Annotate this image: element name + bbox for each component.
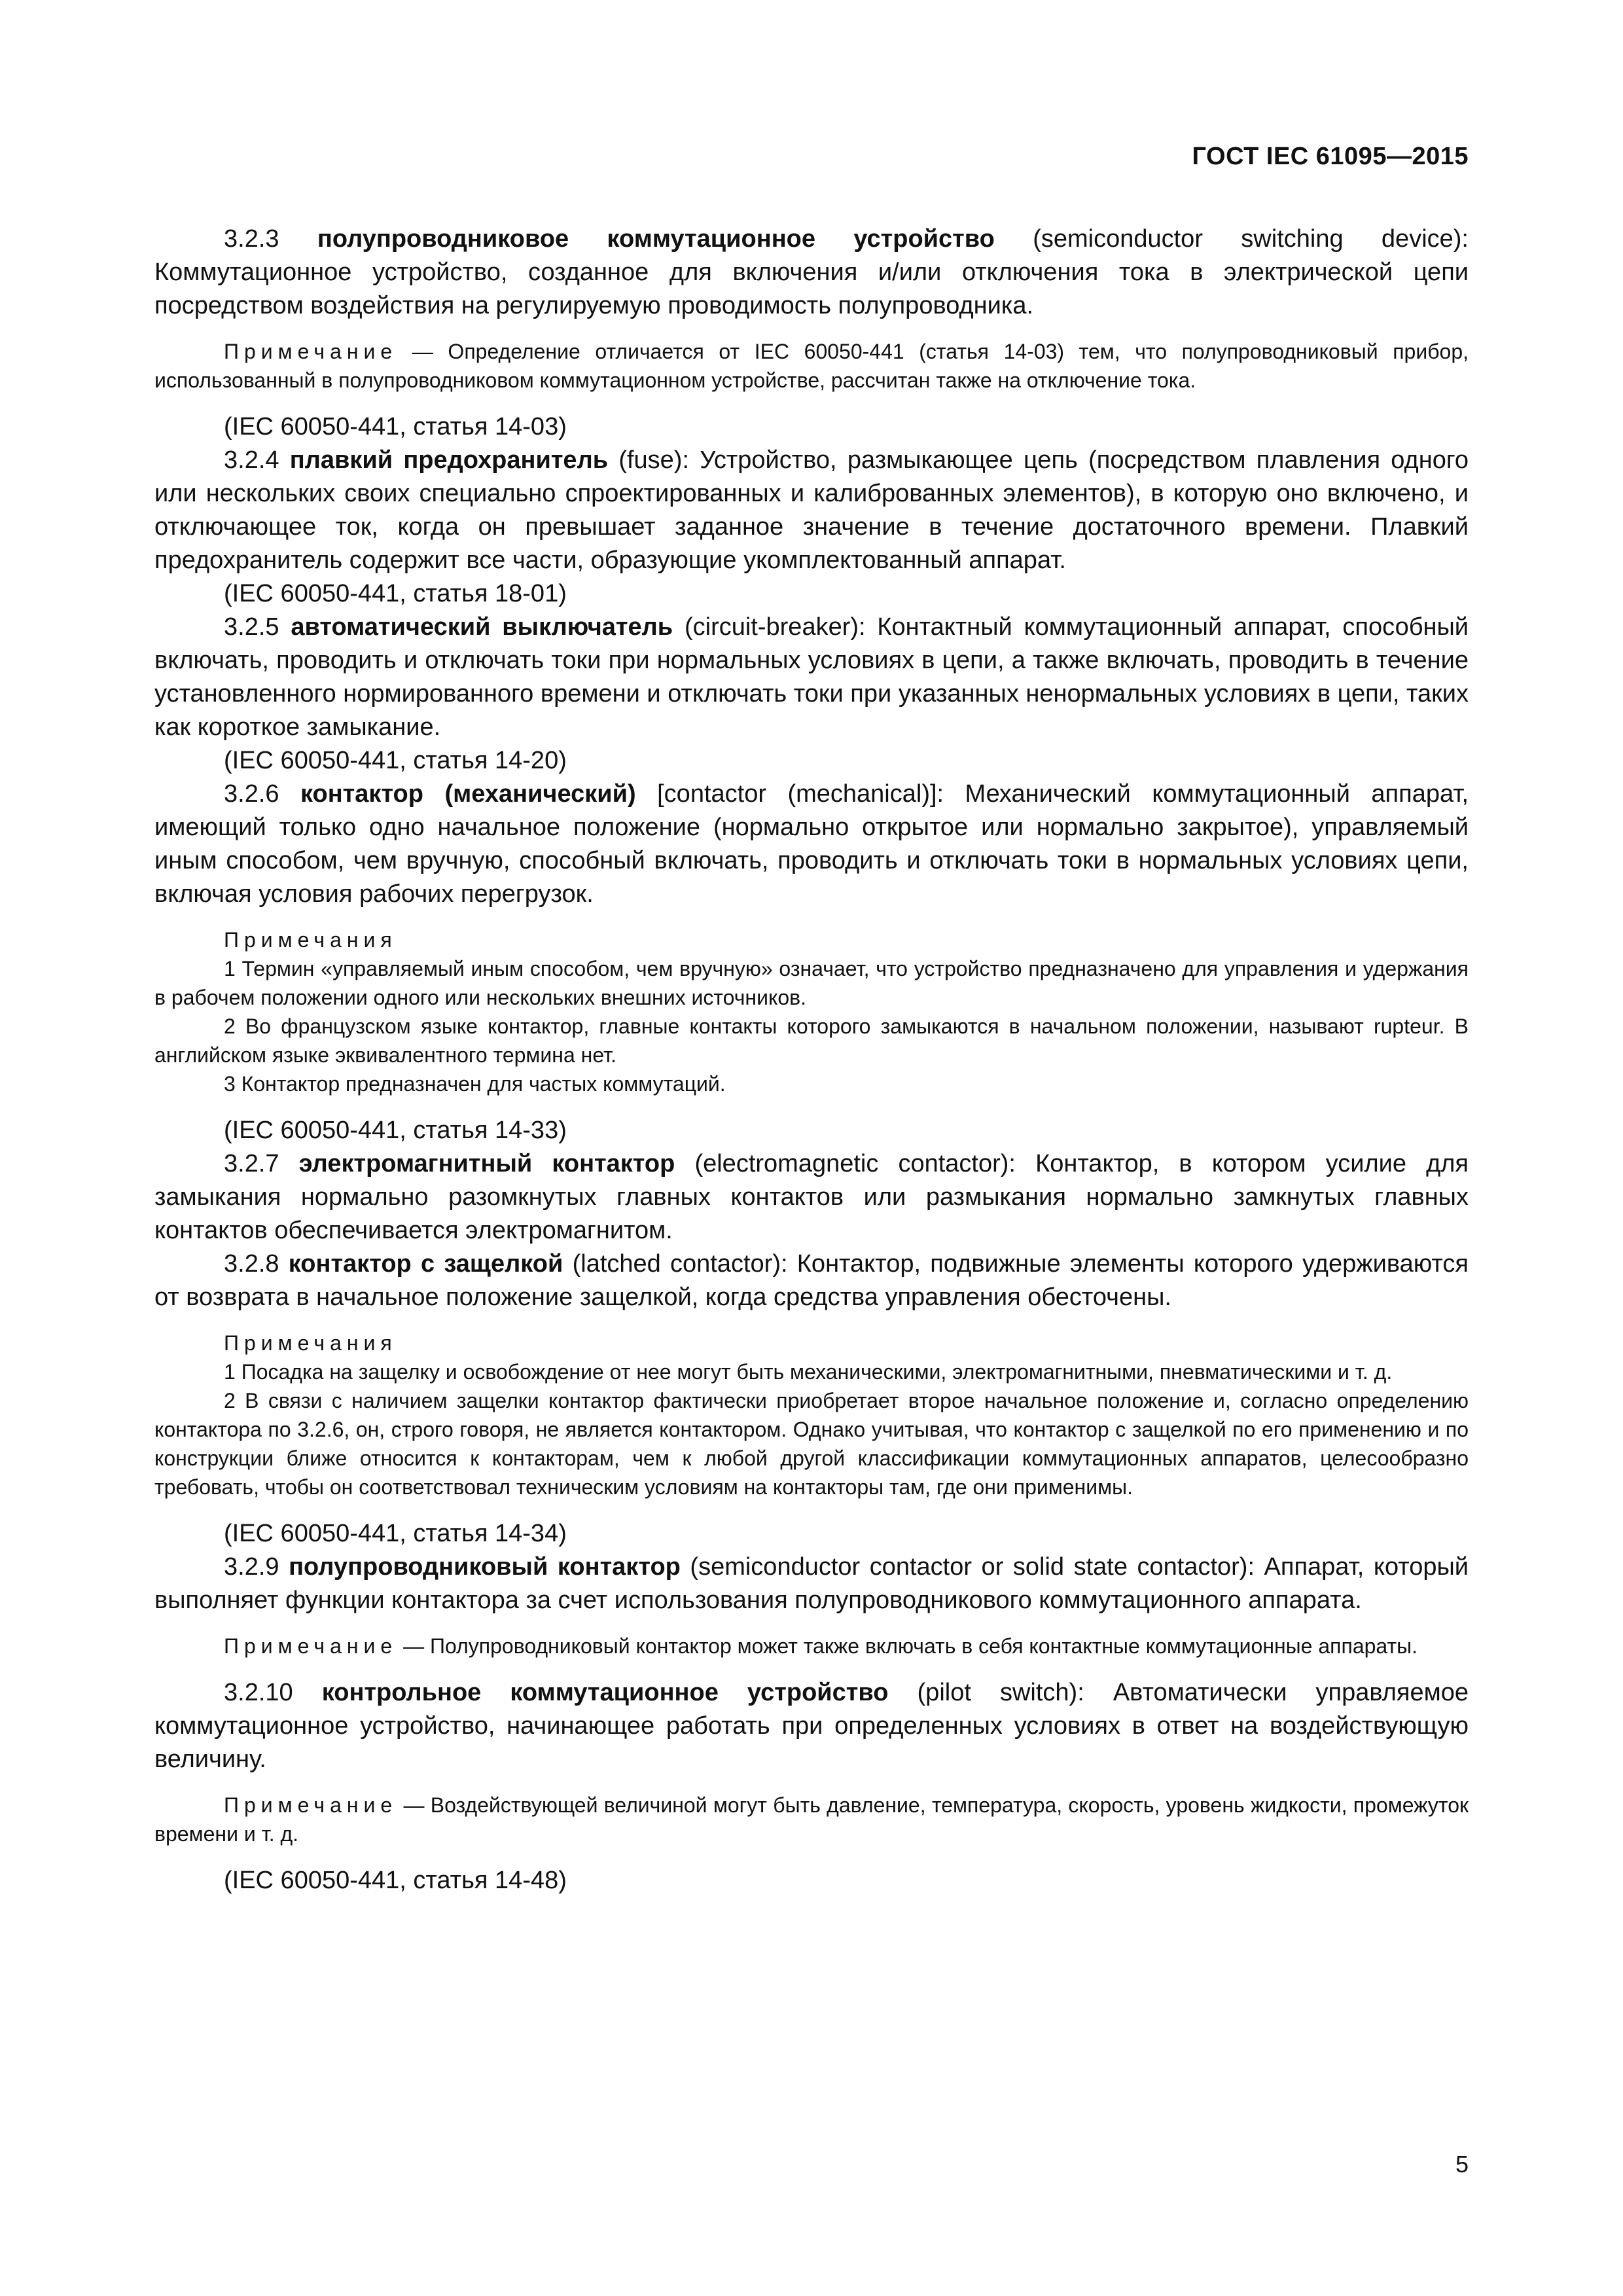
note-3-2-9: [154, 1632, 1469, 1660]
definition-text: (semiconductor switching device): Коммутационное устройство, созданное для включения и/или отключения тока в электрической цепи посредством воздействия на регулируемую проводимость полупроводника.: [154, 225, 1469, 319]
clause-number: 3.2.6: [224, 780, 279, 808]
definition-3-2-4: [154, 444, 1469, 577]
note-3-2-3: [154, 337, 1469, 395]
definition-3-2-3: [154, 223, 1469, 323]
definition-3-2-5: [154, 611, 1469, 744]
definition-text: (circuit-breaker): Контактный коммутационный аппарат, способный включать, проводить и отключать токи при нормальных условиях в цепи, а также включать, проводить в течение установленного нормированного времени и отключать токи при указанных ненормальных условиях в цепи, таких как короткое замыкание.: [154, 613, 1469, 741]
reference-3-2-8: (IEC 60050-441, статья 14-34): [224, 1520, 567, 1547]
definition-3-2-9: [154, 1551, 1469, 1617]
reference-3-2-3: (IEC 60050-441, статья 14-03): [224, 413, 567, 440]
reference-3-2-6: (IEC 60050-441, статья 14-33): [224, 1117, 567, 1144]
note-item: 3 Контактор предназначен для частых коммутаций.: [224, 1072, 726, 1096]
note-label: Примечание: [224, 1793, 398, 1817]
definition-text: (electromagnetic contactor): Контактор, в котором усилие для замыкания нормально разомкнутых главных контактов или размыкания нормально замкнутых главных контактов обеспечивается электромагнитом.: [154, 1150, 1469, 1244]
definition-text: (pilot switch): Автоматически управляемое коммутационное устройство, начинающее работать при определенных условиях в ответ на воздействующую величину.: [154, 1679, 1469, 1773]
term: электромагнитный контактор: [298, 1150, 675, 1177]
notes-heading: Примечания: [224, 1331, 397, 1355]
clause-number: 3.2.3: [224, 225, 279, 253]
note-label: Примечание: [224, 340, 398, 363]
standard-header: ГОСТ IEC 61095—2015: [1192, 143, 1469, 170]
definition-text: [contactor (mechanical)]: Механический коммутационный аппарат, имеющий только одно начальное положение (нормально открытое или нормально закрытое), управляемый иным способом, чем вручную, способный включать, проводить и отключать токи в нормальных условиях цепи, включая условия рабочих перегрузок.: [154, 780, 1469, 908]
reference-3-2-5: (IEC 60050-441, статья 14-20): [224, 747, 567, 774]
term: контактор с защелкой: [288, 1250, 563, 1278]
term: контактор (механический): [300, 780, 636, 808]
definition-3-2-10: [154, 1676, 1469, 1776]
clause-number: 3.2.5: [224, 613, 279, 641]
clause-number: 3.2.9: [224, 1553, 279, 1581]
notes-3-2-6: [154, 925, 1469, 1098]
term: полупроводниковый контактор: [289, 1553, 681, 1581]
term: полупроводниковое коммутационное устройство: [317, 225, 995, 253]
note-item: 1 Посадка на защелку и освобождение от нее могут быть механическими, электромагнитными, пневматическими и т. д.: [224, 1360, 1393, 1384]
term: контрольное коммутационное устройство: [321, 1679, 889, 1706]
term: автоматический выключатель: [291, 613, 673, 641]
note-3-2-10: [154, 1791, 1469, 1848]
note-item: 2 Во французском языке контактор, главные контакты которого замыкаются в начальном положении, называют rupteur. В английском языке эквивалентного термина нет.: [154, 1014, 1469, 1067]
page-number: 5: [1455, 2151, 1469, 2178]
note-text: — Полупроводниковый контактор может также включать в себя контактные коммутационные аппараты.: [403, 1634, 1418, 1658]
note-label: Примечание: [224, 1634, 398, 1658]
definition-text: (latched contactor): Контактор, подвижные элементы которого удерживаются от возврата в начальное положение защелкой, когда средства управления обесточены.: [154, 1250, 1469, 1311]
reference-3-2-4: (IEC 60050-441, статья 18-01): [224, 580, 567, 607]
note-text: — Воздействующей величиной могут быть давление, температура, скорость, уровень жидкости, промежуток времени и т. д.: [154, 1793, 1469, 1846]
definition-3-2-6: [154, 778, 1469, 911]
clause-number: 3.2.4: [224, 446, 279, 474]
term: плавкий предохранитель: [289, 446, 609, 474]
notes-3-2-8: [154, 1329, 1469, 1501]
definition-text: (fuse): Устройство, размыкающее цепь (посредством плавления одного или нескольких своих специально спроектированных и калиброванных элементов), в которую оно включено, и отключающее ток, когда он превышает заданное значение в течение достаточного времени. Плавкий предохранитель содержит все части, образующие укомплектованный аппарат.: [154, 446, 1469, 574]
definition-3-2-7: [154, 1147, 1469, 1247]
note-item: 2 В связи с наличием защелки контактор фактически приобретает второе начальное положение и, согласно определению контактора по 3.2.6, он, строго говоря, не является контактором. Однако учитывая, что контактор с защелкой по его применению и по конструкции ближе относится к контакторам, чем к любой другой классификации коммутационных аппаратов, целесообразно требовать, чтобы он соответствовал техническим условиям на контакторы там, где они применимы.: [154, 1389, 1469, 1499]
notes-heading: Примечания: [224, 928, 397, 952]
document-body: [154, 223, 1469, 1897]
definition-3-2-8: [154, 1247, 1469, 1314]
clause-number: 3.2.7: [224, 1150, 279, 1177]
note-text: — Определение отличается от IEC 60050-441 (статья 14-03) тем, что полупроводниковый прибор, использованный в полупроводниковом коммутационном устройстве, рассчитан также на отключение тока.: [154, 340, 1469, 392]
note-item: 1 Термин «управляемый иным способом, чем вручную» означает, что устройство предназначено для управления и удержания в рабочем положении одного или нескольких внешних источников.: [154, 957, 1469, 1009]
clause-number: 3.2.8: [224, 1250, 279, 1278]
reference-3-2-10: (IEC 60050-441, статья 14-48): [224, 1867, 567, 1894]
definition-text: (semiconductor contactor or solid state contactor): Аппарат, который выполняет функции контактора за счет использования полупроводникового коммутационного аппарата.: [154, 1553, 1469, 1614]
clause-number: 3.2.10: [224, 1679, 293, 1706]
